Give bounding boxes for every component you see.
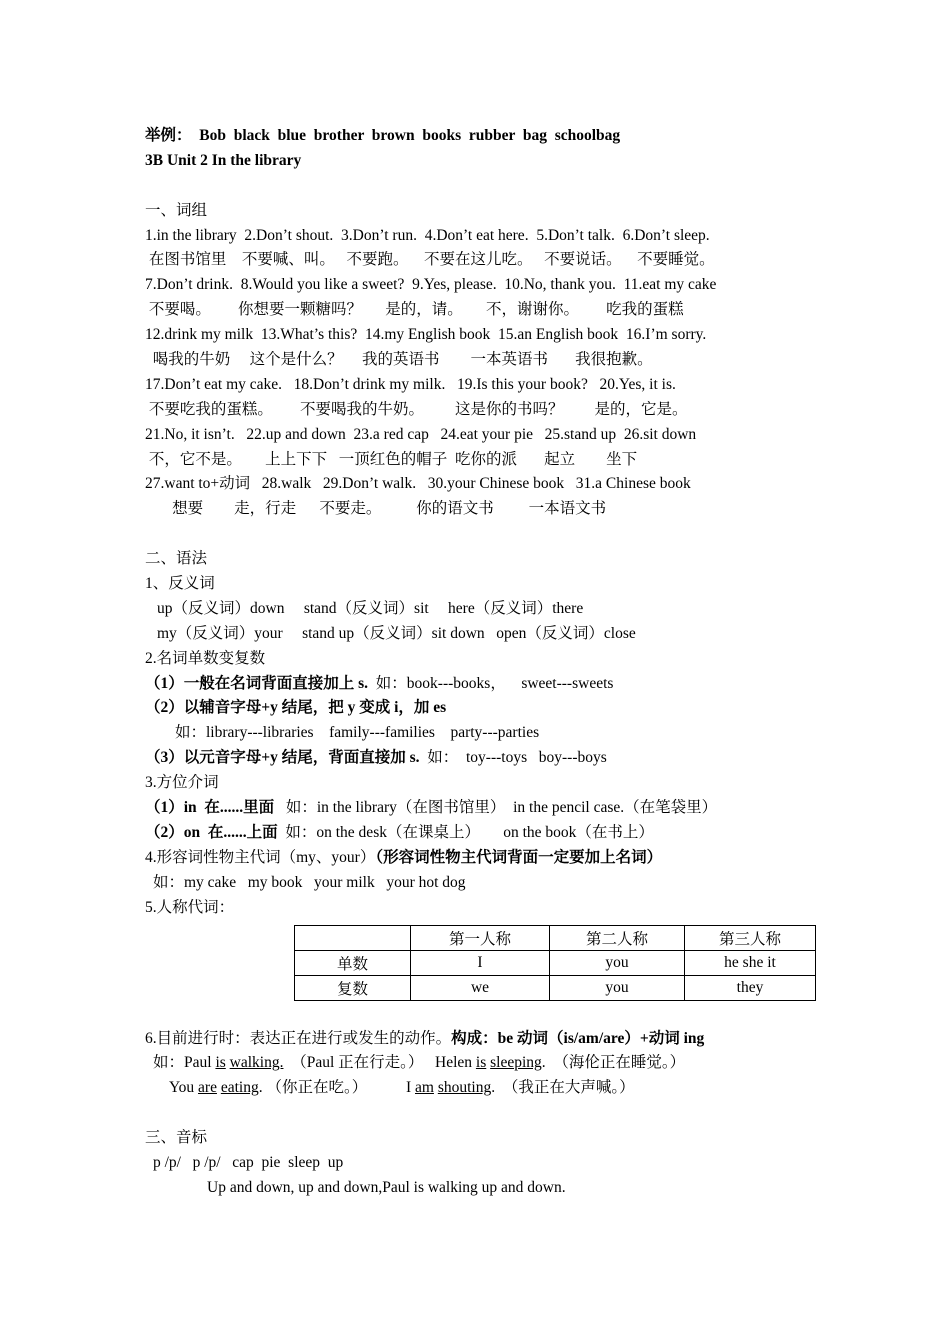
phrase-line: 不，它不是。 上上下下 一顶红色的帽子 吃你的派 起立 坐下	[145, 450, 638, 468]
table-row	[295, 975, 816, 1000]
phonetics-line: p /p/ p /p/ cap pie sleep up	[153, 1153, 344, 1171]
phrases-heading: 一、词组	[145, 201, 208, 219]
plural-rule-2: （2）以辅音字母+y 结尾，把 y 变成 i，加 es	[145, 699, 447, 717]
example-text: 如：Paul	[153, 1054, 216, 1072]
phrase-line: 不要吃我的蛋糕。 不要喝我的牛奶。 这是你的书吗？ 是的，它是。	[145, 400, 688, 418]
plural-rule-3	[145, 746, 825, 771]
pronoun-table	[294, 925, 816, 1001]
possessive-example: 如：my cake my book your milk your hot dog	[153, 873, 466, 891]
phrase-line: 7.Don’t drink. 8.Would you like a sweet? 9.Yes, please. 10.No, thank you. 11.eat my cake	[145, 276, 717, 294]
phrase-line: 喝我的牛奶 这个是什么？ 我的英语书 一本英语书 我很抱歉。	[145, 351, 653, 369]
prep-in-text: （1）in 在......里面	[145, 799, 275, 817]
example-ing-verb: walking.	[229, 1054, 284, 1072]
plural-rule-1-example: 如：book---books， sweet---sweets	[368, 674, 614, 692]
antonyms-line: up（反义词）down stand（反义词）sit here（反义词）there	[157, 599, 584, 617]
possessive-title-text: 4.形容词性物主代词（my、your）	[145, 848, 376, 866]
plural-rule-1	[145, 672, 825, 697]
table-cell: we	[411, 975, 550, 1000]
table-cell: they	[685, 975, 816, 1000]
progressive-title-text: 6.目前进行时：表达正在进行或发生的动作。	[145, 1029, 452, 1047]
pronoun-title: 5.人称代词：	[145, 898, 235, 916]
table-header-cell: 第三人称	[685, 925, 816, 950]
table-cell: 单数	[295, 950, 411, 975]
example-text: （Paul 正在行走。） Helen	[283, 1054, 476, 1072]
phrase-line: 1.in the library 2.Don’t shout. 3.Don’t run. 4.Don’t eat here. 5.Don’t talk. 6.Don’t sleep.	[145, 226, 710, 244]
phrase-line: 21.No, it isn’t. 22.up and down 23.a red cap 24.eat your pie 25.stand up 26.sit down	[145, 425, 697, 443]
progressive-example-1	[145, 1051, 825, 1076]
antonyms-line: my（反义词）your stand up（反义词）sit down open（反义词）close	[157, 624, 636, 642]
table-row	[295, 925, 816, 950]
table-header-cell: 第二人称	[550, 925, 685, 950]
table-cell: you	[550, 975, 685, 1000]
progressive-formula: 构成：be 动词（is/am/are）+动词 ing	[451, 1029, 705, 1047]
grammar-heading: 二、语法	[145, 550, 208, 568]
example-words: 举例： Bob black blue brother brown books rubber bag schoolbag	[145, 127, 621, 144]
phonetics-heading: 三、音标	[145, 1129, 208, 1147]
document-page	[145, 124, 825, 1201]
prep-in-example: 如：in the library（在图书馆里） in the pencil case.（在笔袋里）	[274, 799, 718, 817]
phrase-line: 17.Don’t eat my cake. 18.Don’t drink my milk. 19.Is this your book? 20.Yes, it is.	[145, 375, 676, 393]
phrase-line: 27.want to+动词 28.walk 29.Don’t walk. 30.your Chinese book 31.a Chinese book	[145, 475, 691, 493]
example-text: You	[169, 1079, 199, 1097]
plural-rule-3-text: （3）以元音字母+y 结尾，背面直接加 s.	[145, 749, 420, 767]
prep-on-example: 如：on the desk（在课桌上） on the book（在书上）	[277, 823, 654, 841]
prep-on-text: （2）on 在......上面	[145, 823, 278, 841]
phonetics-chant: Up and down, up and down,Paul is walking up and down.	[207, 1178, 566, 1196]
prep-title: 3.方位介词	[145, 774, 219, 792]
table-row	[295, 950, 816, 975]
antonyms-title: 1、反义词	[145, 575, 215, 593]
example-be-verb: is	[475, 1054, 487, 1072]
progressive-title	[145, 1027, 825, 1052]
example-be-verb: am	[415, 1079, 434, 1097]
table-cell: I	[411, 950, 550, 975]
plural-title: 2.名词单数变复数	[145, 649, 266, 667]
example-text: . （你正在吃。） I	[258, 1079, 415, 1097]
plural-rule-1-text: （1）一般在名词背面直接加上 s.	[145, 674, 369, 692]
progressive-example-2	[145, 1076, 825, 1101]
phrase-line: 12.drink my milk 13.What’s this? 14.my English book 15.an English book 16.I’m sorry.	[145, 326, 707, 344]
table-cell: you	[550, 950, 685, 975]
example-ing-verb: eating	[220, 1079, 259, 1097]
plural-rule-2-example: 如：library---libraries family---families party---parties	[175, 724, 540, 742]
prep-on	[145, 821, 825, 846]
example-be-verb: is	[215, 1054, 226, 1072]
example-text: . （我正在大声喊。）	[491, 1079, 635, 1097]
unit-title: 3B Unit 2 In the library	[145, 151, 302, 169]
plural-rule-3-example: 如： toy---toys boy---boys	[419, 749, 607, 767]
example-be-verb: are	[198, 1079, 217, 1097]
possessive-note: （形容词性物主代词背面一定要加上名词）	[375, 848, 663, 866]
table-header-cell: 第一人称	[411, 925, 550, 950]
table-cell: he she it	[685, 950, 816, 975]
phrase-line: 想要 走，行走 不要走。 你的语文书 一本语文书	[145, 500, 607, 518]
prep-in	[145, 796, 825, 821]
example-text: . （海伦正在睡觉。）	[541, 1054, 686, 1072]
phrase-line: 不要喝。 你想要一颗糖吗？ 是的，请。 不，谢谢你。 吃我的蛋糕	[145, 301, 684, 319]
example-ing-verb: sleeping	[490, 1054, 542, 1072]
table-cell: 复数	[295, 975, 411, 1000]
possessive-title	[145, 846, 825, 871]
phrase-line: 在图书馆里 不要喊、叫。 不要跑。 不要在这儿吃。 不要说话。 不要睡觉。	[145, 251, 715, 269]
table-cell	[295, 925, 411, 950]
example-ing-verb: shouting	[437, 1079, 492, 1097]
